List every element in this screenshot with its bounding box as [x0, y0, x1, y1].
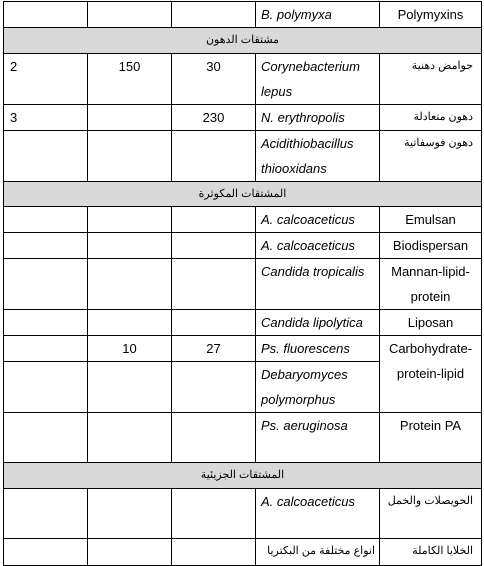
organism-cell: N. erythropolis	[256, 105, 380, 131]
product-cell: Emulsan	[380, 207, 482, 233]
value-cell	[4, 259, 88, 310]
section-header-row	[4, 28, 482, 54]
value-cell	[4, 233, 88, 259]
organism-cell: Ps. aeruginosa	[256, 413, 380, 463]
organism-cell: انواع مختلفة من البكتريا	[256, 539, 380, 566]
organism-cell: Acidithiobacillus thiooxidans	[256, 131, 380, 182]
value-cell	[172, 131, 256, 182]
value-cell	[172, 207, 256, 233]
value-cell	[88, 2, 172, 28]
product-cell: الخلايا الكاملة	[380, 539, 482, 566]
product-cell: Polymyxins	[380, 2, 482, 28]
value-cell	[88, 233, 172, 259]
table-row	[4, 310, 482, 336]
value-cell	[4, 489, 88, 539]
value-cell	[172, 233, 256, 259]
value-cell	[172, 2, 256, 28]
section-title: المشتقات الجزيئية	[4, 463, 482, 489]
section-title: مشتقات الدهون	[4, 28, 482, 54]
organism-cell: Candida tropicalis	[256, 259, 380, 310]
organism-cell: Ps. fluorescens	[256, 336, 380, 362]
value-cell	[4, 336, 88, 362]
value-cell	[4, 131, 88, 182]
value-cell	[88, 489, 172, 539]
value-cell	[4, 539, 88, 566]
value-cell	[88, 310, 172, 336]
value-cell	[88, 362, 172, 413]
value-cell	[172, 310, 256, 336]
table-row	[4, 54, 482, 105]
value-cell	[4, 207, 88, 233]
product-cell: دهون فوسفاتية	[380, 131, 482, 182]
value-cell	[88, 207, 172, 233]
table-row	[4, 105, 482, 131]
value-cell	[4, 2, 88, 28]
product-cell: الحويصلات والخمل	[380, 489, 482, 539]
product-cell: دهون متعادلة	[380, 105, 482, 131]
product-cell: Carbohydrate-protein-lipid	[380, 336, 482, 413]
section-title: المشتقات المكوثرة	[4, 182, 482, 207]
value-cell: 30	[172, 54, 256, 105]
value-cell	[88, 539, 172, 566]
organism-cell: B. polymyxa	[256, 2, 380, 28]
product-cell: Biodispersan	[380, 233, 482, 259]
table-row	[4, 233, 482, 259]
value-cell	[172, 362, 256, 413]
value-cell: 3	[4, 105, 88, 131]
table-row	[4, 131, 482, 182]
value-cell	[4, 413, 88, 463]
value-cell: 2	[4, 54, 88, 105]
product-cell: Liposan	[380, 310, 482, 336]
value-cell	[4, 310, 88, 336]
value-cell: 10	[88, 336, 172, 362]
product-cell: حوامض دهنية	[380, 54, 482, 105]
organism-cell: Candida lipolytica	[256, 310, 380, 336]
table-row	[4, 539, 482, 566]
value-cell: 27	[172, 336, 256, 362]
value-cell	[172, 489, 256, 539]
organism-cell: A. calcoaceticus	[256, 489, 380, 539]
table-row	[4, 2, 482, 28]
organism-cell: Corynebacterium lepus	[256, 54, 380, 105]
value-cell	[88, 259, 172, 310]
organism-cell: Debaryomyces polymorphus	[256, 362, 380, 413]
value-cell: 230	[172, 105, 256, 131]
section-header-row	[4, 463, 482, 489]
value-cell	[88, 105, 172, 131]
table-row	[4, 259, 482, 310]
product-cell: Protein PA	[380, 413, 482, 463]
organism-cell: A. calcoaceticus	[256, 207, 380, 233]
section-header-row	[4, 182, 482, 207]
value-cell	[88, 413, 172, 463]
value-cell	[172, 413, 256, 463]
table-row	[4, 413, 482, 463]
value-cell	[172, 539, 256, 566]
value-cell	[4, 362, 88, 413]
biosurfactant-table	[3, 1, 482, 566]
table-row	[4, 207, 482, 233]
table-row	[4, 489, 482, 539]
value-cell	[88, 131, 172, 182]
organism-cell: A. calcoaceticus	[256, 233, 380, 259]
value-cell	[172, 259, 256, 310]
product-cell: Mannan-lipid-protein	[380, 259, 482, 310]
table-row	[4, 336, 482, 362]
value-cell: 150	[88, 54, 172, 105]
